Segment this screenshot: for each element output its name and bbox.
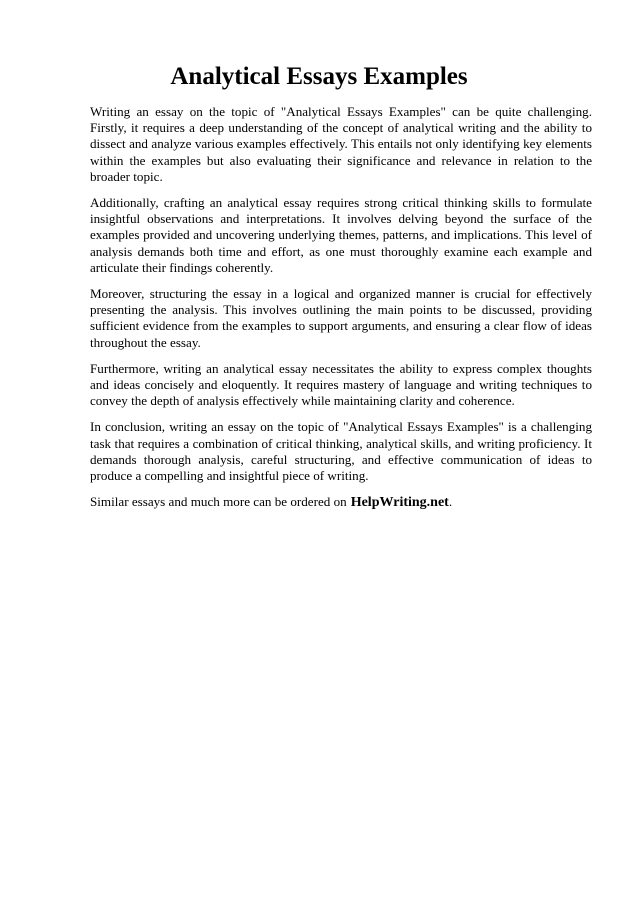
closing-period: . <box>448 494 453 510</box>
brand-link[interactable]: HelpWriting.net <box>350 495 449 511</box>
paragraph-3: Moreover, structuring the essay in a logical and organized manner is crucial for effectively presenting the analysis. This involves outlining the main points to be discussed, providing sufficient evidence from the examples to support arguments, and ensuring a clear flow of ideas throughout the essay. <box>90 286 592 350</box>
paragraph-1: Writing an essay on the topic of "Analytical Essays Examples" can be quite challenging. Firstly, it requires a deep understanding of the concept of analytical writing and the ability to dissect and analyze various examples effectively. This entails not only identifying key elements within the examples but also evaluating their significance and relevance in relation to the broader topic. <box>90 104 592 184</box>
paragraph-5: In conclusion, writing an essay on the topic of "Analytical Essays Examples" is a challenging task that requires a combination of critical thinking, analytical skills, and writing proficiency. It demands thorough analysis, careful structuring, and effective communication of ideas to produce a compelling and insightful piece of writing. <box>90 419 592 484</box>
closing-line <box>90 494 592 511</box>
page-title: Analytical Essays Examples <box>170 63 468 90</box>
essay-body <box>90 104 592 511</box>
paragraph-2: Additionally, crafting an analytical essay requires strong critical thinking skills to formulate insightful observations and interpretations. It involves delving beyond the surface of the examples provided and uncovering underlying themes, patterns, and implications. This level of analysis demands both time and effort, as one must thoroughly examine each example and articulate their findings coherently. <box>90 195 592 275</box>
paragraph-4: Furthermore, writing an analytical essay necessitates the ability to express complex thoughts and ideas concisely and eloquently. It requires mastery of language and writing techniques to convey the depth of analysis effectively while maintaining clarity and coherence. <box>90 360 592 409</box>
closing-text: Similar essays and much more can be ordered on <box>90 494 347 510</box>
